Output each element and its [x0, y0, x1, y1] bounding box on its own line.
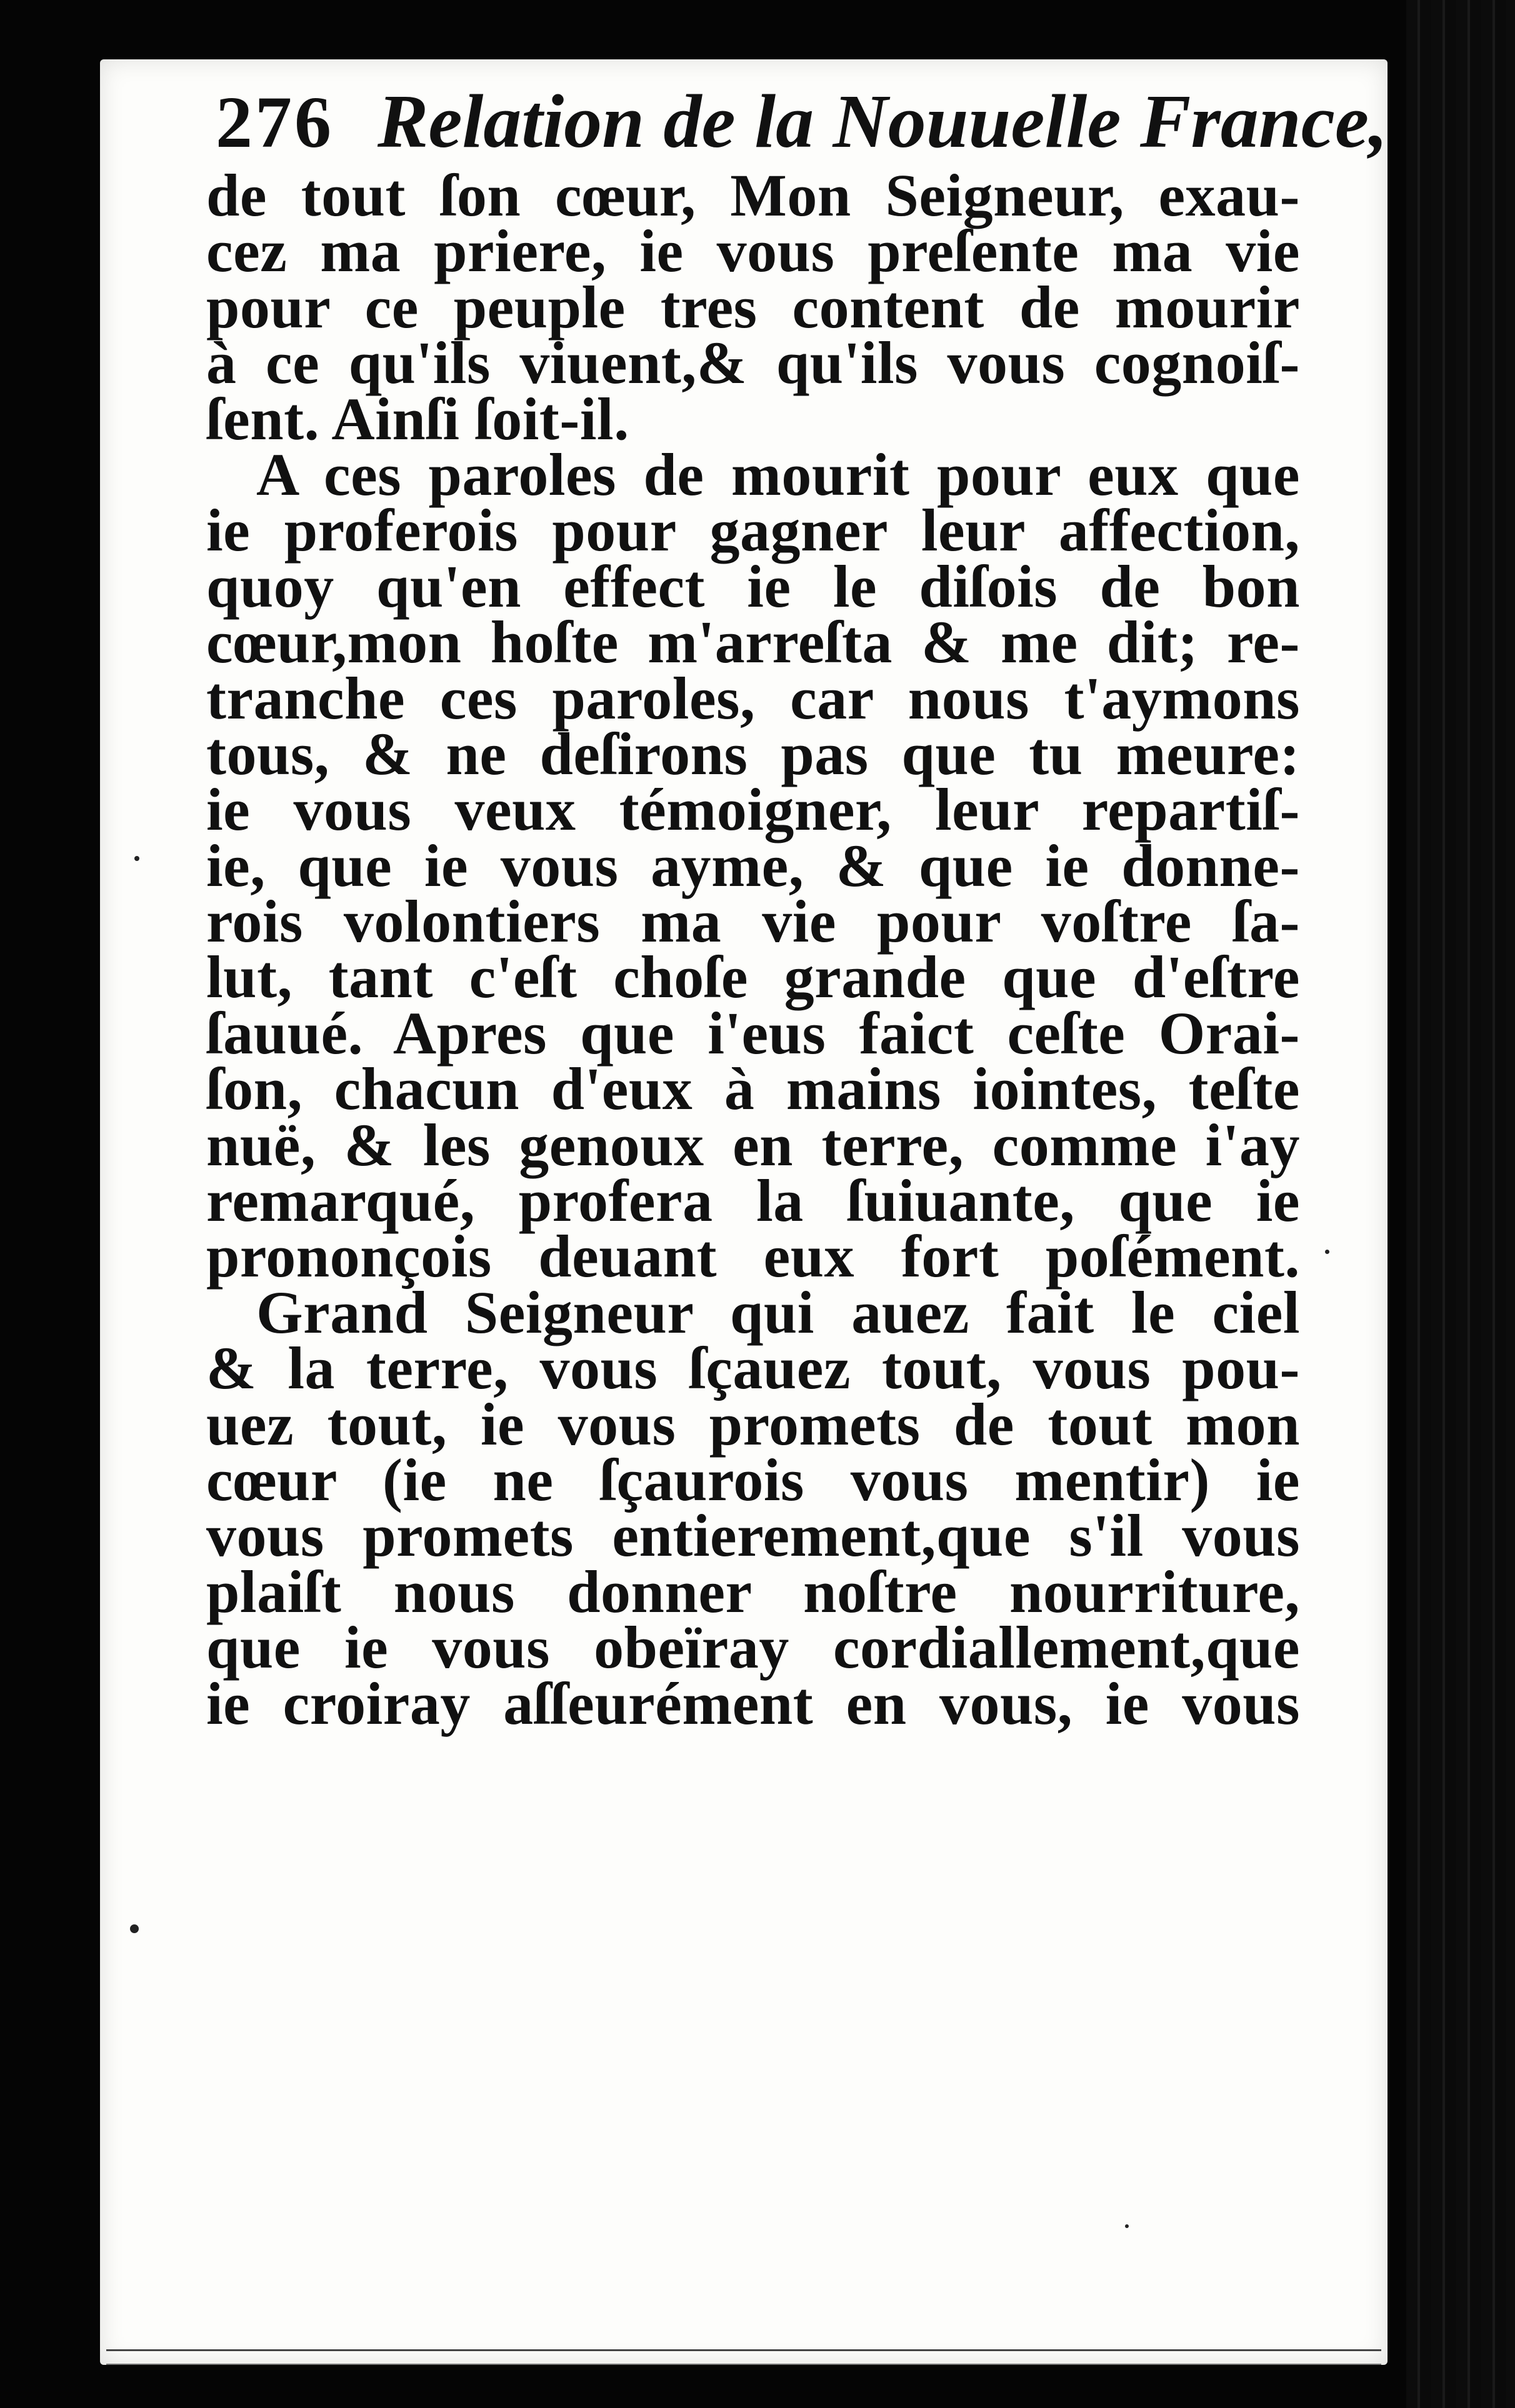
text-line: prononçois deuant eux fort poſément. — [206, 1223, 1300, 1290]
text-line: remarqué, profera la ſuiuante, que ie — [206, 1167, 1300, 1235]
text-line: A ces paroles de mourit pour eux que — [256, 440, 1300, 508]
text-line: ie croiray aſſeurément en vous, ie vous — [206, 1669, 1300, 1737]
scan-speck — [134, 856, 139, 861]
page-number: 276 — [216, 81, 334, 163]
scan-speck — [130, 1924, 139, 1933]
scan-speck — [1325, 1250, 1329, 1254]
text-line: uez tout, ie vous promets de tout mon — [206, 1390, 1300, 1458]
text-line: lut, tant c'eſt choſe grande que d'eſtre — [206, 943, 1300, 1011]
page-bottom-edge — [106, 2349, 1381, 2365]
text-line: vous promets entierement,que s'il vous — [206, 1502, 1300, 1570]
text-line: ſent. Ainſi ſoit-il. — [206, 385, 629, 452]
running-title: Relation de la Nouuelle France, — [378, 79, 1388, 164]
body-text — [206, 162, 1300, 1737]
text-line: & la terre, vous ſçauez tout, vous pou- — [206, 1335, 1300, 1402]
text-line: Grand Seigneur qui auez fait le ciel — [256, 1278, 1300, 1346]
text-line: rois volontiers ma vie pour voſtre ſa- — [206, 888, 1300, 955]
text-line: cœur,mon hoſte m'arreſta & me dit; re- — [206, 609, 1300, 676]
text-line: de tout ſon cœur, Mon Seigneur, exau- — [206, 162, 1300, 229]
text-line: cez ma priere, ie vous preſente ma vie — [206, 217, 1300, 285]
text-line: tranche ces paroles, car nous t'aymons — [206, 664, 1300, 732]
text-line: ie, que ie vous ayme, & que ie donne- — [206, 832, 1300, 899]
page-header — [216, 75, 1388, 169]
text-line: nuë, & les genoux en terre, comme i'ay — [206, 1111, 1300, 1178]
text-line: à ce qu'ils viuent,& qu'ils vous cognoiſ- — [206, 329, 1300, 397]
text-line: tous, & ne deſirons pas que tu meure: — [206, 720, 1300, 787]
text-line: cœur (ie ne ſçaurois vous mentir) ie — [206, 1446, 1300, 1513]
text-line: ſauué. Apres que i'eus faict ceſte Orai- — [206, 999, 1300, 1067]
text-line: quoy qu'en effect ie le diſois de bon — [206, 552, 1300, 620]
text-line: ie vous veux témoigner, leur repartiſ- — [206, 776, 1300, 843]
scan-speck — [1125, 2224, 1129, 2228]
text-line: pour ce peuple tres content de mourir — [206, 273, 1300, 341]
text-line: ſon, chacun d'eux à mains iointes, teſte — [206, 1055, 1300, 1123]
text-line: plaiſt nous donner noſtre nourriture, — [206, 1558, 1300, 1625]
text-line: ie proferois pour gagner leur affection, — [206, 497, 1300, 564]
book-binding-edge — [1406, 0, 1515, 2408]
text-line: que ie vous obeïray cordiallement,que — [206, 1614, 1300, 1681]
